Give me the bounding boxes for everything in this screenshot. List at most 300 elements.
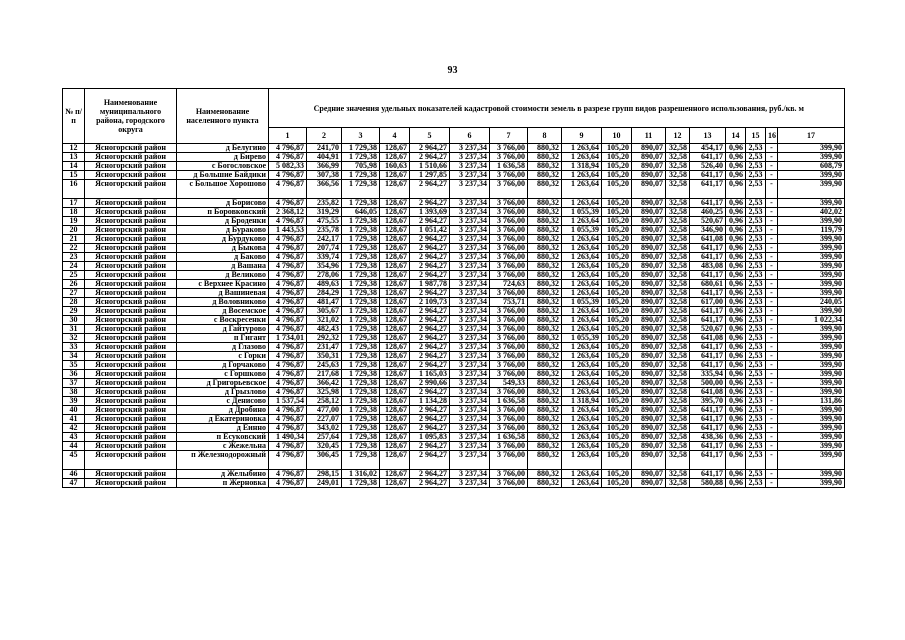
value-col-17: 399,90: [778, 334, 845, 343]
value-col-15: 2,53: [746, 144, 766, 153]
settlement-name: п Боровковский: [177, 208, 269, 217]
value-col-14: 0,96: [726, 262, 746, 271]
settlement-name: д Быкова: [177, 244, 269, 253]
value-col-5: 1 510,66: [410, 162, 450, 171]
value-col-14: 0,96: [726, 325, 746, 334]
value-col-12: 32,58: [666, 361, 690, 370]
value-col-11: 890,07: [632, 479, 666, 488]
value-col-17: 399,90: [778, 262, 845, 271]
table-row: [63, 379, 845, 388]
value-col-13: 641,17: [690, 470, 726, 479]
settlement-name: с Богословское: [177, 162, 269, 171]
value-col-2: 481,47: [307, 298, 342, 307]
district-name: Ясногорский район: [85, 253, 177, 262]
value-col-7: 3 766,00: [490, 199, 528, 208]
value-col-15: 2,53: [746, 379, 766, 388]
value-col-13: 641,08: [690, 388, 726, 397]
value-col-9: 1 055,39: [562, 226, 602, 235]
settlement-name: д Баково: [177, 253, 269, 262]
value-col-8: 880,32: [528, 406, 562, 415]
value-col-7: 3 766,00: [490, 235, 528, 244]
value-col-17: 399,90: [778, 244, 845, 253]
value-col-5: 2 109,73: [410, 298, 450, 307]
row-number: 21: [63, 235, 85, 244]
value-col-10: 105,20: [602, 379, 632, 388]
district-name: Ясногорский район: [85, 226, 177, 235]
value-col-14: 0,96: [726, 171, 746, 180]
value-col-15: 2,53: [746, 352, 766, 361]
value-col-1: 4 796,87: [269, 379, 307, 388]
value-col-12: 32,58: [666, 180, 690, 199]
table-row: [63, 217, 845, 226]
value-col-3: 1 729,38: [342, 171, 380, 180]
header-col-1: 1: [269, 128, 307, 144]
value-col-5: 1 051,42: [410, 226, 450, 235]
value-col-3: 1 729,38: [342, 199, 380, 208]
value-col-15: 2,53: [746, 180, 766, 199]
row-number: 41: [63, 415, 85, 424]
value-col-3: 1 729,38: [342, 361, 380, 370]
value-col-11: 890,07: [632, 424, 666, 433]
value-col-1: 4 796,87: [269, 361, 307, 370]
value-col-12: 32,58: [666, 307, 690, 316]
value-col-4: 128,67: [380, 180, 410, 199]
value-col-13: 641,17: [690, 307, 726, 316]
value-col-3: 1 729,38: [342, 325, 380, 334]
value-col-2: 235,78: [307, 226, 342, 235]
value-col-2: 482,43: [307, 325, 342, 334]
value-col-5: 2 964,27: [410, 262, 450, 271]
value-col-6: 3 237,34: [450, 334, 490, 343]
settlement-name: п Есуковский: [177, 433, 269, 442]
value-col-10: 105,20: [602, 352, 632, 361]
settlement-name: с Воскресенки: [177, 316, 269, 325]
value-col-17: 402,02: [778, 208, 845, 217]
value-col-15: 2,53: [746, 153, 766, 162]
value-col-16: -: [766, 343, 778, 352]
value-col-1: 4 796,87: [269, 343, 307, 352]
district-name: Ясногорский район: [85, 162, 177, 171]
value-col-7: 3 766,00: [490, 307, 528, 316]
value-col-4: 128,67: [380, 334, 410, 343]
value-col-9: 1 263,64: [562, 144, 602, 153]
value-col-17: 399,90: [778, 424, 845, 433]
value-col-3: 1 729,38: [342, 153, 380, 162]
value-col-2: 258,12: [307, 397, 342, 406]
value-col-16: -: [766, 325, 778, 334]
settlement-name: д Воловниково: [177, 298, 269, 307]
value-col-14: 0,96: [726, 289, 746, 298]
header-col-5: 5: [410, 128, 450, 144]
value-col-8: 880,32: [528, 253, 562, 262]
row-number: 17: [63, 199, 85, 208]
table-row: [63, 162, 845, 171]
value-col-5: 2 964,27: [410, 352, 450, 361]
value-col-13: 500,00: [690, 379, 726, 388]
value-col-7: 3 766,00: [490, 451, 528, 470]
value-col-11: 890,07: [632, 144, 666, 153]
value-col-17: 399,90: [778, 144, 845, 153]
cadastral-value-table: [62, 88, 845, 488]
value-col-14: 0,96: [726, 298, 746, 307]
settlement-name: д Грызлово: [177, 388, 269, 397]
value-col-16: -: [766, 180, 778, 199]
value-col-10: 105,20: [602, 479, 632, 488]
value-col-11: 890,07: [632, 180, 666, 199]
value-col-5: 2 964,27: [410, 451, 450, 470]
value-col-8: 880,32: [528, 442, 562, 451]
value-col-1: 4 796,87: [269, 451, 307, 470]
value-col-6: 3 237,34: [450, 479, 490, 488]
value-col-13: 617,00: [690, 298, 726, 307]
value-col-15: 2,53: [746, 217, 766, 226]
value-col-16: -: [766, 298, 778, 307]
value-col-17: 1 022,34: [778, 316, 845, 325]
value-col-13: 641,17: [690, 442, 726, 451]
value-col-7: 3 766,00: [490, 180, 528, 199]
value-col-11: 890,07: [632, 253, 666, 262]
value-col-5: 2 964,27: [410, 334, 450, 343]
value-col-1: 1 734,01: [269, 334, 307, 343]
value-col-15: 2,53: [746, 235, 766, 244]
value-col-17: 240,05: [778, 298, 845, 307]
value-col-14: 0,96: [726, 379, 746, 388]
value-col-1: 4 796,87: [269, 388, 307, 397]
value-col-8: 880,32: [528, 352, 562, 361]
row-number: 47: [63, 479, 85, 488]
district-name: Ясногорский район: [85, 271, 177, 280]
value-col-2: 227,07: [307, 415, 342, 424]
row-number: 22: [63, 244, 85, 253]
header-group-title: Средние значения удельных показателей кадастровой стоимости земель в разрезе групп видов разрешенного использования, руб./кв. м: [269, 89, 845, 128]
value-col-10: 105,20: [602, 208, 632, 217]
value-col-9: 1 263,64: [562, 388, 602, 397]
header-col-13: 13: [690, 128, 726, 144]
value-col-16: -: [766, 289, 778, 298]
value-col-7: 3 766,00: [490, 442, 528, 451]
value-col-12: 32,58: [666, 343, 690, 352]
value-col-2: 366,42: [307, 379, 342, 388]
value-col-2: 404,91: [307, 153, 342, 162]
value-col-1: 4 796,87: [269, 171, 307, 180]
value-col-2: 325,98: [307, 388, 342, 397]
value-col-17: 399,90: [778, 153, 845, 162]
value-col-9: 1 263,64: [562, 307, 602, 316]
value-col-6: 3 237,34: [450, 289, 490, 298]
value-col-7: 3 766,00: [490, 244, 528, 253]
value-col-5: 1 393,69: [410, 208, 450, 217]
value-col-2: 217,68: [307, 370, 342, 379]
value-col-17: 399,90: [778, 235, 845, 244]
value-col-3: 1 729,38: [342, 379, 380, 388]
value-col-13: 641,08: [690, 235, 726, 244]
value-col-14: 0,96: [726, 271, 746, 280]
value-col-1: 4 796,87: [269, 280, 307, 289]
value-col-15: 2,53: [746, 162, 766, 171]
value-col-4: 128,67: [380, 352, 410, 361]
row-number: 16: [63, 180, 85, 199]
value-col-16: -: [766, 280, 778, 289]
value-col-5: 2 964,27: [410, 144, 450, 153]
value-col-6: 3 237,34: [450, 424, 490, 433]
value-col-10: 105,20: [602, 442, 632, 451]
value-col-10: 105,20: [602, 199, 632, 208]
district-name: Ясногорский район: [85, 479, 177, 488]
value-col-6: 3 237,34: [450, 235, 490, 244]
value-col-7: 3 766,00: [490, 153, 528, 162]
value-col-10: 105,20: [602, 298, 632, 307]
settlement-name: с Горки: [177, 352, 269, 361]
settlement-name: д Большие Байдики: [177, 171, 269, 180]
header-settlement: Наименование населенного пункта: [177, 89, 269, 144]
value-col-3: 1 729,38: [342, 397, 380, 406]
value-col-8: 880,32: [528, 307, 562, 316]
value-col-7: 3 766,00: [490, 361, 528, 370]
value-col-1: 2 368,12: [269, 208, 307, 217]
value-col-12: 32,58: [666, 280, 690, 289]
value-col-1: 4 796,87: [269, 370, 307, 379]
value-col-7: 549,33: [490, 379, 528, 388]
value-col-13: 641,17: [690, 244, 726, 253]
value-col-13: 395,70: [690, 397, 726, 406]
value-col-3: 1 729,38: [342, 262, 380, 271]
row-number: 14: [63, 162, 85, 171]
value-col-17: 399,90: [778, 415, 845, 424]
value-col-12: 32,58: [666, 379, 690, 388]
value-col-15: 2,53: [746, 244, 766, 253]
row-number: 24: [63, 262, 85, 271]
row-number: 18: [63, 208, 85, 217]
value-col-17: 399,90: [778, 271, 845, 280]
district-name: Ясногорский район: [85, 171, 177, 180]
value-col-13: 520,67: [690, 325, 726, 334]
value-col-1: 1 537,54: [269, 397, 307, 406]
value-col-14: 0,96: [726, 388, 746, 397]
settlement-name: д Бурдуково: [177, 235, 269, 244]
row-number: 19: [63, 217, 85, 226]
district-name: Ясногорский район: [85, 325, 177, 334]
value-col-12: 32,58: [666, 298, 690, 307]
value-col-17: 399,90: [778, 361, 845, 370]
settlement-name: д Гайтурово: [177, 325, 269, 334]
value-col-5: 2 964,27: [410, 217, 450, 226]
value-col-5: 2 964,27: [410, 343, 450, 352]
value-col-3: 1 729,38: [342, 334, 380, 343]
value-col-1: 4 796,87: [269, 406, 307, 415]
value-col-16: -: [766, 144, 778, 153]
value-col-16: -: [766, 361, 778, 370]
value-col-11: 890,07: [632, 334, 666, 343]
value-col-17: 399,90: [778, 343, 845, 352]
district-name: Ясногорский район: [85, 144, 177, 153]
value-col-14: 0,96: [726, 451, 746, 470]
table-row: [63, 289, 845, 298]
settlement-name: д Горчаково: [177, 361, 269, 370]
value-col-2: 354,96: [307, 262, 342, 271]
value-col-5: 2 990,66: [410, 379, 450, 388]
value-col-2: 245,63: [307, 361, 342, 370]
value-col-17: 399,90: [778, 171, 845, 180]
value-col-17: 399,90: [778, 199, 845, 208]
value-col-14: 0,96: [726, 162, 746, 171]
value-col-1: 4 796,87: [269, 153, 307, 162]
value-col-16: -: [766, 199, 778, 208]
value-col-11: 890,07: [632, 271, 666, 280]
settlement-name: д Белугино: [177, 144, 269, 153]
value-col-14: 0,96: [726, 208, 746, 217]
value-col-16: -: [766, 451, 778, 470]
value-col-11: 890,07: [632, 343, 666, 352]
value-col-10: 105,20: [602, 415, 632, 424]
value-col-9: 1 055,39: [562, 298, 602, 307]
value-col-7: 3 766,00: [490, 262, 528, 271]
value-col-8: 880,32: [528, 451, 562, 470]
value-col-5: 2 964,27: [410, 361, 450, 370]
value-col-1: 4 796,87: [269, 199, 307, 208]
settlement-name: д Великово: [177, 271, 269, 280]
value-col-12: 32,58: [666, 199, 690, 208]
value-col-9: 1 263,64: [562, 153, 602, 162]
value-col-1: 4 796,87: [269, 352, 307, 361]
value-col-3: 646,05: [342, 208, 380, 217]
value-col-1: 4 796,87: [269, 307, 307, 316]
value-col-10: 105,20: [602, 334, 632, 343]
value-col-3: 1 729,38: [342, 271, 380, 280]
row-number: 40: [63, 406, 85, 415]
value-col-6: 3 237,34: [450, 343, 490, 352]
value-col-10: 105,20: [602, 235, 632, 244]
value-col-6: 3 237,34: [450, 397, 490, 406]
row-number: 23: [63, 253, 85, 262]
value-col-7: 1 636,58: [490, 162, 528, 171]
value-col-5: 1 165,03: [410, 370, 450, 379]
value-col-11: 890,07: [632, 352, 666, 361]
value-col-5: 2 964,27: [410, 406, 450, 415]
value-col-7: 3 766,00: [490, 253, 528, 262]
value-col-14: 0,96: [726, 217, 746, 226]
value-col-1: 4 796,87: [269, 424, 307, 433]
value-col-10: 105,20: [602, 253, 632, 262]
value-col-12: 32,58: [666, 370, 690, 379]
value-col-15: 2,53: [746, 325, 766, 334]
value-col-8: 880,32: [528, 397, 562, 406]
value-col-13: 438,36: [690, 433, 726, 442]
table-row: [63, 208, 845, 217]
value-col-5: 1 134,28: [410, 397, 450, 406]
value-col-10: 105,20: [602, 271, 632, 280]
value-col-4: 128,67: [380, 217, 410, 226]
value-col-10: 105,20: [602, 451, 632, 470]
value-col-5: 2 964,27: [410, 253, 450, 262]
value-col-13: 641,17: [690, 199, 726, 208]
value-col-13: 641,17: [690, 271, 726, 280]
value-col-12: 32,58: [666, 433, 690, 442]
value-col-7: 3 766,00: [490, 370, 528, 379]
value-col-10: 105,20: [602, 280, 632, 289]
value-col-5: 2 964,27: [410, 244, 450, 253]
value-col-2: 366,56: [307, 180, 342, 199]
value-col-2: 235,82: [307, 199, 342, 208]
value-col-2: 241,70: [307, 144, 342, 153]
value-col-5: 1 095,83: [410, 433, 450, 442]
value-col-15: 2,53: [746, 479, 766, 488]
value-col-10: 105,20: [602, 433, 632, 442]
value-col-6: 3 237,34: [450, 379, 490, 388]
value-col-15: 2,53: [746, 289, 766, 298]
value-col-8: 880,32: [528, 180, 562, 199]
value-col-2: 242,17: [307, 235, 342, 244]
value-col-14: 0,96: [726, 352, 746, 361]
value-col-4: 128,67: [380, 298, 410, 307]
value-col-6: 3 237,34: [450, 352, 490, 361]
value-col-2: 307,38: [307, 171, 342, 180]
value-col-2: 475,55: [307, 217, 342, 226]
value-col-17: 399,90: [778, 470, 845, 479]
row-number: 26: [63, 280, 85, 289]
value-col-6: 3 237,34: [450, 406, 490, 415]
value-col-16: -: [766, 271, 778, 280]
settlement-name: д Дробино: [177, 406, 269, 415]
district-name: Ясногорский район: [85, 361, 177, 370]
value-col-2: 249,01: [307, 479, 342, 488]
value-col-10: 105,20: [602, 397, 632, 406]
value-col-11: 890,07: [632, 325, 666, 334]
value-col-5: 2 964,27: [410, 479, 450, 488]
value-col-4: 128,67: [380, 343, 410, 352]
value-col-7: 1 636,58: [490, 397, 528, 406]
value-col-11: 890,07: [632, 451, 666, 470]
value-col-6: 3 237,34: [450, 162, 490, 171]
value-col-16: -: [766, 162, 778, 171]
value-col-16: -: [766, 253, 778, 262]
value-col-12: 32,58: [666, 153, 690, 162]
value-col-15: 2,53: [746, 424, 766, 433]
value-col-7: 3 766,00: [490, 470, 528, 479]
value-col-15: 2,53: [746, 451, 766, 470]
settlement-name: д Еинно: [177, 424, 269, 433]
value-col-2: 257,64: [307, 433, 342, 442]
district-name: Ясногорский район: [85, 343, 177, 352]
value-col-13: 641,17: [690, 253, 726, 262]
value-col-9: 1 318,94: [562, 162, 602, 171]
district-name: Ясногорский район: [85, 334, 177, 343]
value-col-2: 366,99: [307, 162, 342, 171]
value-col-2: 350,31: [307, 352, 342, 361]
value-col-5: 1 297,85: [410, 171, 450, 180]
value-col-2: 339,74: [307, 253, 342, 262]
value-col-1: 1 443,53: [269, 226, 307, 235]
table-row: [63, 388, 845, 397]
row-number: 15: [63, 171, 85, 180]
value-col-1: 4 796,87: [269, 298, 307, 307]
table-row: [63, 271, 845, 280]
value-col-6: 3 237,34: [450, 451, 490, 470]
value-col-3: 1 729,38: [342, 479, 380, 488]
value-col-9: 1 263,64: [562, 316, 602, 325]
value-col-4: 128,67: [380, 208, 410, 217]
value-col-2: 343,02: [307, 424, 342, 433]
value-col-14: 0,96: [726, 244, 746, 253]
value-col-9: 1 263,64: [562, 325, 602, 334]
value-col-13: 520,67: [690, 217, 726, 226]
row-number: 34: [63, 352, 85, 361]
table-row: [63, 253, 845, 262]
row-number: 12: [63, 144, 85, 153]
value-col-15: 2,53: [746, 262, 766, 271]
value-col-10: 105,20: [602, 307, 632, 316]
value-col-6: 3 237,34: [450, 298, 490, 307]
value-col-9: 1 263,64: [562, 370, 602, 379]
